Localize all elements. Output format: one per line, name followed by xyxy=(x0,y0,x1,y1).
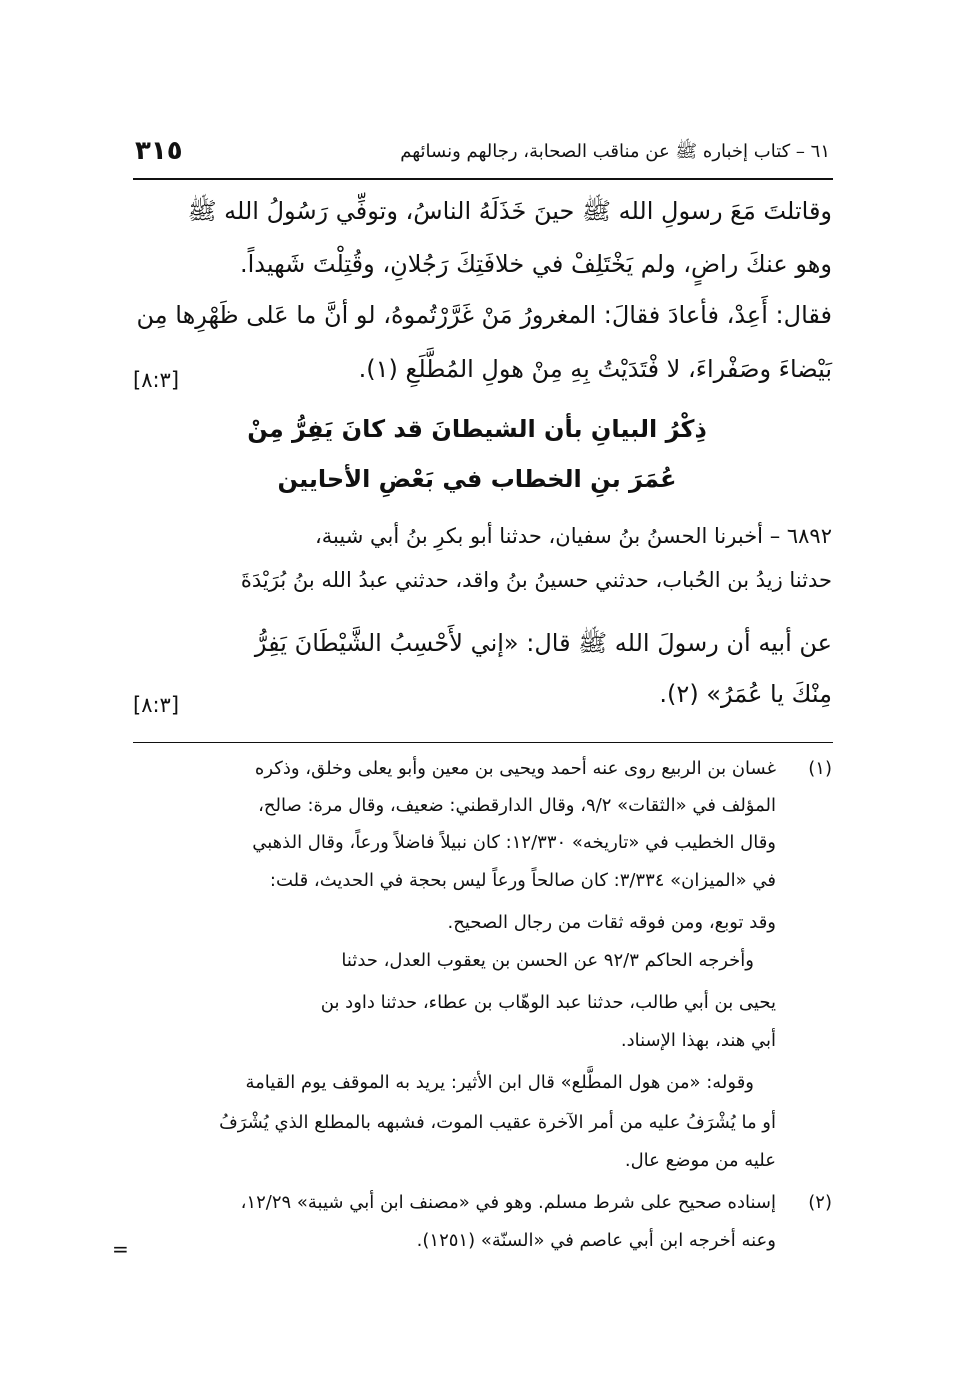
main-text-line: وقاتلتَ مَعَ رسولِ الله ﷺ حينَ خَذَلَهُ الناسُ، وتوفِّي رَسُولُ الله ﷺ xyxy=(187,197,832,225)
footnote-line: وقد توبع، ومن فوقه ثقات من رجال الصحيح. xyxy=(447,912,776,933)
footnote-line: وقال الخطيب في «تاريخه» ١٢/٣٣٠: كان نبيلاً فاضلاً ورعاً، وقال الذهبي xyxy=(252,832,776,853)
footnote-number: (١) xyxy=(808,758,832,779)
main-text-line: فقال: أَعِدْ، فأعادَ فقالَ: المغرورُ مَنْ غَرَّرْتُموهُ، لو أنَّ ما عَلى ظَهْرِها مِن xyxy=(136,301,832,329)
section-heading-line: ذِكْرُ البيانِ بأن الشيطانَ قد كانَ يَفِرُّ مِنْ xyxy=(247,415,707,443)
footnote-rule xyxy=(133,742,833,743)
footnote-line: غسان بن الربيع روى عنه أحمد ويحيى بن معين وأبو يعلى وخلق، وذكره xyxy=(254,758,776,779)
footnote-line: أبي هند، بهذا الإسناد. xyxy=(620,1030,776,1051)
reference-marker: [٨:٣] xyxy=(133,368,180,392)
footnote-line: وقوله: «من هول المطَّلع» قال ابن الأثير: يريد به الموقف يوم القيامة xyxy=(245,1072,754,1093)
footnote-line: وأخرجه الحاكم ٩٢/٣ عن الحسن بن يعقوب العدل، حدثنا xyxy=(341,950,754,971)
page-header xyxy=(135,136,830,170)
main-text-line: وهو عنكَ راضٍ، ولم يَخْتَلِفْ في خلافَتِكَ رَجُلانِ، وقُتِلْتَ شَهيداً. xyxy=(239,250,832,278)
footnote-line: المؤلف في «الثقات» ٩/٢، وقال الدارقطني: ضعيف، وقال مرة: صالح، xyxy=(258,795,776,816)
reference-marker: [٨:٣] xyxy=(133,693,180,717)
footnote-number: (٢) xyxy=(808,1192,832,1213)
footnote-line: إسناده صحيح على شرط مسلم. وهو في «مصنف ابن أبي شيبة» ١٢/٢٩، xyxy=(240,1192,776,1213)
section-heading-line: عُمَرَ بنِ الخطاب في بَعْضِ الأحايين xyxy=(277,465,677,493)
main-text-line: بَيْضاءَ وصَفْراءَ، لا فْتَدَيْتُ بِهِ مِنْ هولِ المُطَّلَعِ (١). xyxy=(358,355,832,383)
continuation-mark: = xyxy=(112,1237,129,1261)
hadith-text-line: مِنْكَ يا عُمَرُ» (٢). xyxy=(659,680,832,708)
header-rule xyxy=(133,178,833,180)
footnote-line: يحيى بن أبي طالب، حدثنا عبد الوهّاب بن عطاء، حدثنا داود بن xyxy=(320,992,776,1013)
hadith-chain-line: ٦٨٩٢ – أخبرنا الحسنُ بنُ سفيان، حدثنا أبو بكرِ بنُ أبي شيبة، xyxy=(315,524,832,548)
hadith-chain-line: حدثنا زيدُ بن الحُباب، حدثني حسينُ بنُ واقد، حدثني عبدُ الله بنُ بُرَيْدَةَ xyxy=(240,568,832,592)
footnote-line: عليه من موضع عال. xyxy=(624,1150,776,1171)
hadith-text-line: عن أبيه أن رسولَ الله ﷺ قال: «إني لأَحْسِبُ الشَّيْطَانَ يَفِرُّ xyxy=(254,629,832,657)
footnote-line: في «الميزان» ٣/٣٣٤: كان صالحاً ورعاً ليس بحجة في الحديث، قلت: xyxy=(269,870,776,891)
footnote-line: وعنه أخرجه ابن أبي عاصم في «السنّة» (١٢٥١). xyxy=(416,1230,776,1251)
page-number: ٣١٥ xyxy=(135,136,183,166)
footnote-line: أو ما يُشْرَفُ عليه من أمر الآخرة عقيب الموت، فشبهه بالمطلع الذي يُشْرَفُ xyxy=(219,1112,776,1133)
running-title: ٦١ – كتاب إخباره ﷺ عن مناقب الصحابة، رجالهم ونسائهم xyxy=(400,141,830,162)
